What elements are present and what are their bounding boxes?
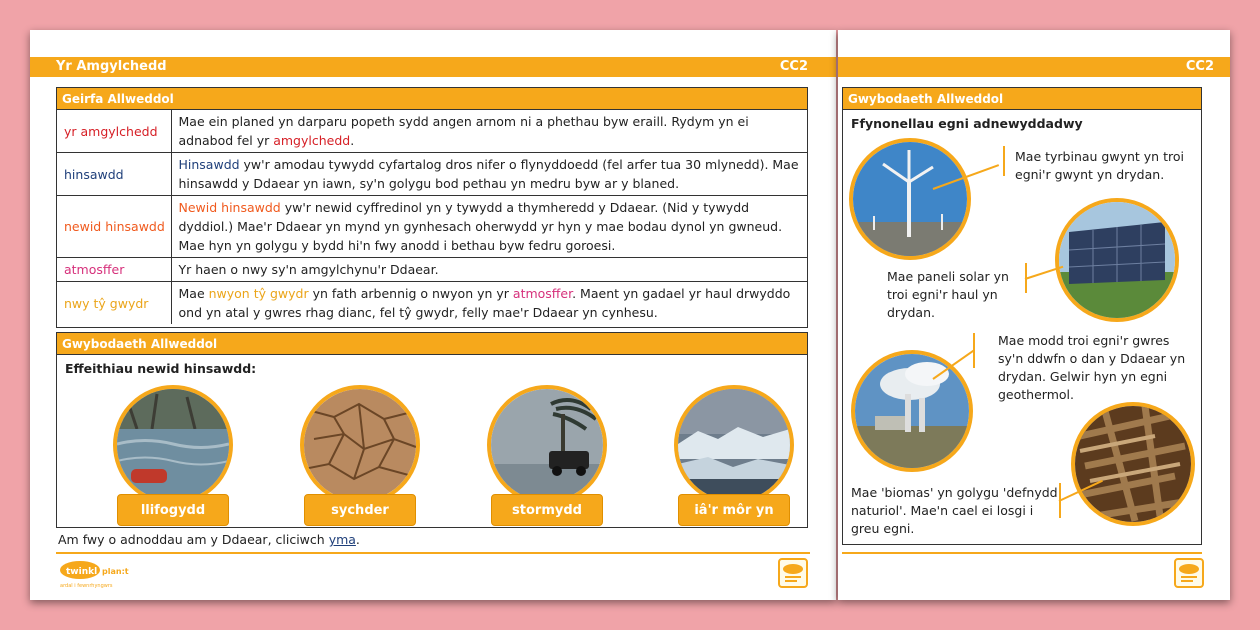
footer-divider [56,552,810,554]
left-page [30,30,836,600]
effect-card-drought [290,385,430,520]
wind-text: Mae tyrbinau gwynt yn troi egni'r gwynt yn drydan. [1015,149,1184,182]
definition-cell [171,258,807,282]
twinkl-plant-logo [58,558,138,590]
page-title: Yr Amgylchedd [56,59,167,74]
definition-text: Mae ein planed yn darparu popeth sydd angen arnom ni a phethau byw eraill. Rydym yn ei adnabod fel yr [178,114,749,148]
storm-icon [487,385,607,505]
highlight-term: amgylchedd [273,133,351,148]
biomass-wood-icon [1071,402,1195,526]
effect-label: iâ'r môr yn toddi [678,494,790,526]
table-row [57,196,807,258]
vocabulary-box [56,87,808,328]
right-title-bar [838,57,1230,77]
effect-card-flood [103,385,243,520]
effect-label: stormydd [491,494,603,526]
twinkl-badge-icon [1174,558,1204,588]
resources-link[interactable]: yma [328,532,356,547]
solar-text: Mae paneli solar yn troi egni'r haul yn drydan. [887,269,1009,320]
effect-card-melting-ice [664,385,804,550]
definition-cell [171,196,807,258]
effects-header: Gwybodaeth Allweddol [57,333,807,355]
connector-line [1003,146,1005,176]
logo-sub: plan:t [102,567,129,576]
logo-icon [58,558,138,590]
definition-text: Mae [178,286,209,301]
term-cell: nwy tŷ gwydr [57,282,171,325]
highlight-term: atmosffer [512,286,573,301]
highlight-term: Newid hinsawdd [178,200,281,215]
definition-text: . Maent yn gadael yr haul drwyddo ond yn atal y gwres rhag dianc, fel tŷ gwydr, felly mae'r Ddaear yn cynhesu. [178,286,791,320]
logo-tagline: ardal i fewnrhyngwrs [60,583,113,589]
footer-text-end: . [355,532,360,547]
biomass-text: Mae 'biomas' yn golygu 'defnydd naturiol'. Mae'n cael ei losgi i greu egni. [851,485,1058,536]
term-cell: atmosffer [57,258,171,282]
melting-ice-icon [674,385,794,505]
effect-label: sychder [304,494,416,526]
twinkl-badge-icon [778,558,808,588]
effect-label: llifogydd [117,494,229,526]
term-cell: hinsawdd [57,153,171,196]
definition-cell [171,153,807,196]
renewable-energy-box [842,87,1202,545]
page-code: CC2 [779,59,808,74]
right-page [838,30,1230,600]
effect-card-storm [477,385,617,520]
vocabulary-header: Geirfa Allweddol [57,88,807,110]
highlight-term: Hinsawdd [178,157,240,172]
definition-text: yn fath arbennig o nwyon yn yr [308,286,513,301]
definition-text: Yr haen o nwy sy'n amgylchynu'r Ddaear. [178,262,439,277]
page-code: CC2 [1185,59,1214,74]
definition-text: yw'r amodau tywydd cyfartalog dros nifer o flynyddoedd (fel arfer tua 30 mlynedd). Mae hinsawdd y Ddaear yn iawn, sy'n golygu bod pethau yn medru byw ar y blaned. [178,157,799,191]
wind-turbine-icon [849,138,971,260]
term-cell: yr amgylchedd [57,110,171,153]
footer-more-resources [58,532,360,547]
definition-text: yw'r newid cyffredinol yn y tywydd a thymheredd y Ddaear. (Nid y tywydd dyddiol.) Mae'r Ddaear yn mynd yn gynhesach oherwydd yr hyn y mae bodau dynol yn gwneud. Mae hyn yn golygu y bydd hi'n fwy anodd i bethau byw fedru goroesi. [178,200,783,253]
renewable-header: Gwybodaeth Allweddol [843,88,1201,110]
connector-line [973,333,975,368]
page-title-bar [30,57,836,77]
logo-brand: twinkl [66,567,98,577]
highlight-term: nwyon tŷ gwydr [208,286,309,301]
renewable-subtitle: Ffynonellau egni adnewyddadwy [851,116,1083,131]
vocabulary-table [57,110,807,324]
table-row [57,153,807,196]
definition-text: . [350,133,355,148]
footer-text: Am fwy o adnoddau am y Ddaear, cliciwch [58,532,329,547]
flood-icon [113,385,233,505]
table-row [57,258,807,282]
drought-icon [300,385,420,505]
definition-cell [171,110,807,153]
geothermal-text: Mae modd troi egni'r gwres sy'n ddwfn o dan y Ddaear yn drydan. Gelwir hyn yn egni geothermol. [998,333,1186,402]
term-cell: newid hinsawdd [57,196,171,258]
footer-divider [842,552,1202,554]
definition-cell [171,282,807,325]
geothermal-plant-icon [851,350,973,472]
effects-subtitle: Effeithiau newid hinsawdd: [65,361,257,376]
solar-panel-icon [1055,198,1179,322]
table-row [57,282,807,325]
table-row [57,110,807,153]
